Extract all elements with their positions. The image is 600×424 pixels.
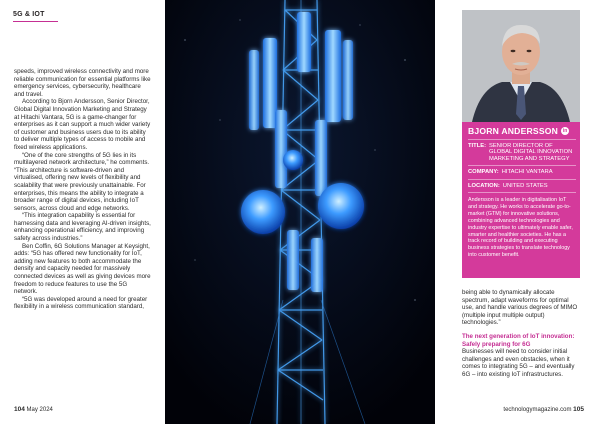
cell-tower-photo [165,0,435,424]
paragraph: “One of the core strengths of 5G lies in its multilayered network architecture,” he comments. “This architecture is software-driven and virtualised, offering new levels of flexibility and scalability that were previously unattainable. For enterprises, this means the ability to integrate a broader range of digital devices, including IoT sensors, across cloud and edge networks. [14,151,150,212]
portrait-illustration [462,10,580,122]
bio-card [462,122,580,278]
bio-title [468,143,576,162]
divider [468,165,576,166]
issue-date: May 2024 [26,407,53,413]
bio-company-value: HITACHI VANTARA [501,169,553,176]
subheading: The next generation of IoT innovation: Safely preparing for 6G [462,332,575,348]
paragraph: According to Bjorn Andersson, Senior Director, Global Digital Innovation Marketing and Strategy at Hitachi Vantara, 5G is a game-changer for enterprises as it can support a much wider variety of customer and business users due to its ability to deliver multiple types of access to mobile and fixed wireless applications. [14,98,151,151]
section-tag: 5G & IOT [13,10,58,22]
cell-tower-illustration [165,0,435,424]
paragraph: “This integration capability is essential for harnessing data and leveraging AI-driven insights, enhancing operational efficiency, and improving safety across industries.” [14,212,151,243]
bio-company-label: COMPANY: [468,169,499,176]
page-number-right: 105 [573,406,584,413]
bio-title-value: SENIOR DIRECTOR OF GLOBAL DIGITAL INNOVATION MARKETING AND STRATEGY [489,143,573,162]
page-number-left: 104 [14,406,25,413]
bio-location-value: UNITED STATES [502,182,548,189]
bio-name-row [468,126,576,136]
paragraph: being able to dynamically allocate spectrum, adapt waveforms for optimal use, and handle various degrees of MIMO (multiple input multiple output) technologies.” [462,289,578,327]
linkedin-icon[interactable]: in [562,128,568,134]
paragraph: Ben Coffin, 6G Solutions Manager at Keysight, adds: “5G has offered new functionality for IoT, adding new features to both accommodate the density and capacity needed for massively connected devices as well as giving devices more freedom to reduce features to use the 5G network. [14,242,151,296]
left-text-column [14,68,152,311]
divider [468,192,576,193]
paragraph: Businesses will need to consider initial challenges and even obstacles, when it comes to integrating 5G – and eventually 6G – into existing IoT infrastructures. [462,348,575,378]
bio-location [468,183,576,189]
site-url[interactable]: technologymagazine.com [503,407,572,413]
bjorn-andersson-portrait [462,10,580,122]
folio-right [484,406,584,413]
bio-location-label: LOCATION: [468,182,500,189]
folio-left [14,406,53,413]
right-text-column [462,289,580,379]
bio-company [468,169,576,175]
paragraph: speeds, improved wireless connectivity and more reliable communication for essential platforms like emergency services, cybersecurity, healthcare and travel. [14,68,151,98]
divider [468,139,576,140]
bio-description: Andersson is a leader in digitalisation IoT and strategy. He works to accelerate go-to-market (GTM) for innovative solutions, combining advanced technologies and industry expertise to ultimately enable safer, smarter and healthier societies. He has a track record of building and executing business strategies to translate technology into customer benefit. [468,197,573,259]
bio-title-label: TITLE: [468,143,487,149]
divider [468,179,576,180]
paragraph: “5G was developed around a need for greater flexibility in a wireless communication standard, [14,295,148,311]
bio-name: BJORN ANDERSSON [468,126,559,136]
